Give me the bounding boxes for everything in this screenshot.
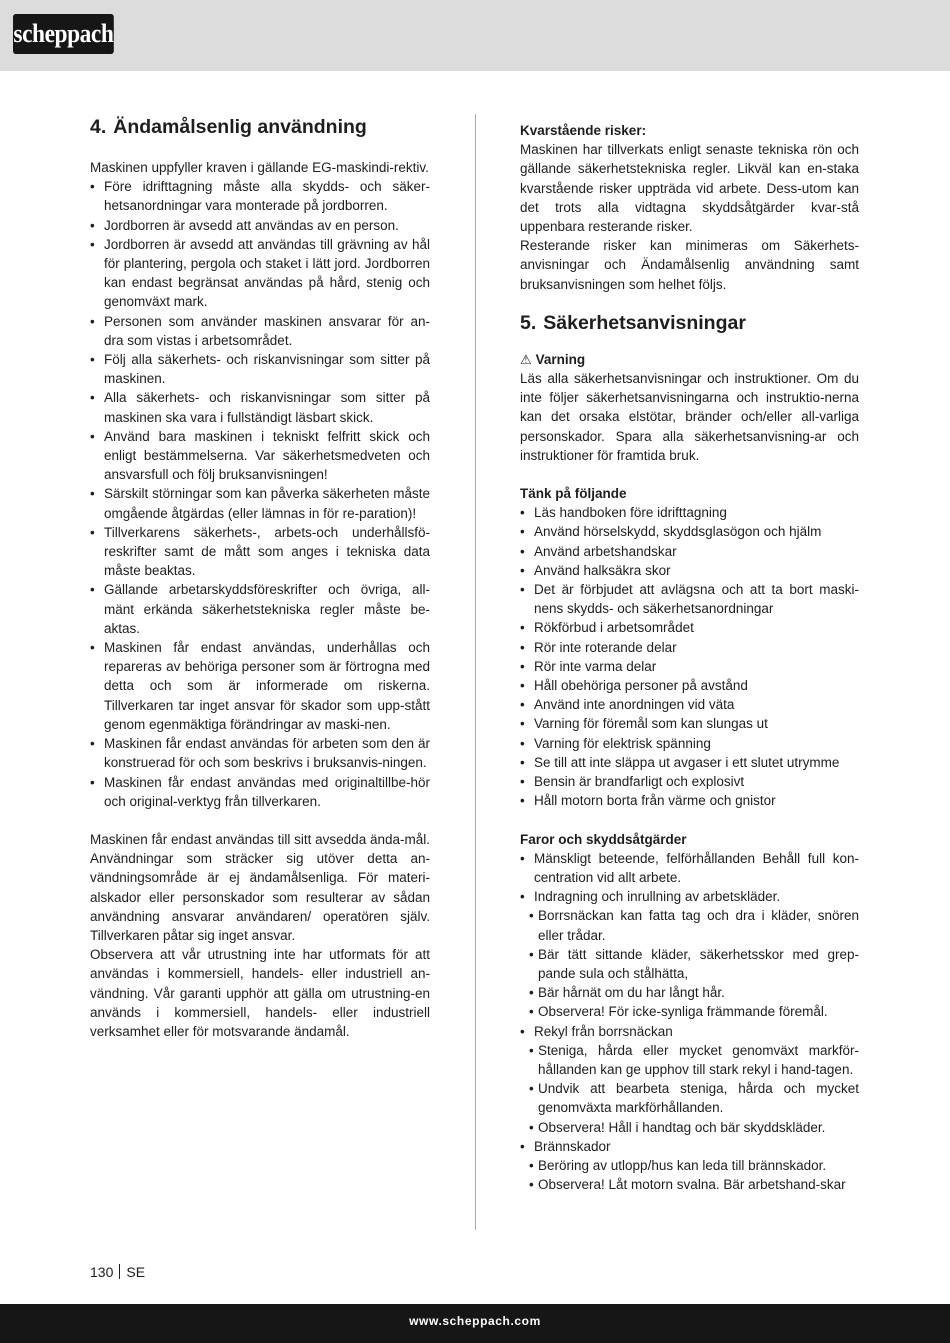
list-item: • Gällande arbetarskyddsföreskrifter och övriga, all-mänt erkända säkerhetstekniska regler måste be-aktas. <box>90 580 430 638</box>
think-title: Tänk på följande <box>520 486 627 502</box>
hazard-sublist <box>529 1041 859 1137</box>
residual-risks-text: Maskinen har tillverkats enligt senaste tekniska rön och gällande säkerhetstekniska regler. Likväl kan en-staka kvarstående risker uppträda vid arbete. Dess-utom kan det trots alla vidtagna skyddsåtgärder kvar-stå uppenbara resterande risker. <box>520 142 859 235</box>
usage-list <box>90 177 430 811</box>
list-item: • Maskinen får endast användas med originaltillbe-hör och original-verktyg från tillverkaren. <box>90 773 430 811</box>
list-item: • Jordborren är avsedd att användas av en person. <box>90 216 430 235</box>
hazards-title: Faror och skyddsåtgärder <box>520 831 687 847</box>
warning-triangle-icon: ⚠ <box>520 351 532 367</box>
sub-list-item: • Beröring av utlopp/hus kan leda till brännskador. <box>529 1156 859 1175</box>
list-item: • Alla säkerhets- och riskanvisningar som sitter på maskinen ska vara i fullständigt läsbart skick. <box>90 388 430 426</box>
list-item: • Särskilt störningar som kan påverka säkerheten måste omgående åtgärdas (eller lämnas in för re-paration)! <box>90 484 430 522</box>
residual-risks-title: Kvarstående risker: <box>520 123 647 138</box>
sub-list-item: • Observera! För icke-synliga främmande föremål. <box>529 1002 859 1021</box>
sub-list-item: • Bär hårnät om du har långt hår. <box>529 983 859 1002</box>
list-item: • Före idrifttagning måste alla skydds- och säker-hetsanordningar vara monterade på jordborren. <box>90 177 430 215</box>
list-item: • Håll motorn borta från värme och gnistor <box>520 791 859 810</box>
hazard-item <box>520 1137 859 1195</box>
right-column <box>520 121 859 1194</box>
list-item: • Rör inte roterande delar <box>520 638 859 657</box>
sub-list-item: • Observera! Håll i handtag och bär skyddskläder. <box>529 1118 859 1137</box>
hazards-list <box>520 849 859 1195</box>
page-number-value: 130 <box>90 1264 114 1280</box>
list-item: • Maskinen får endast användas för arbeten som den är konstruerad för och som beskrivs i bruksanvis-ningen. <box>90 734 430 772</box>
list-item: • Personen som använder maskinen ansvarar för an-dra som vistas i arbetsområdet. <box>90 312 430 350</box>
warning-title: Varning <box>535 351 586 367</box>
list-item: • Rökförbud i arbetsområdet <box>520 618 859 637</box>
think-list <box>520 503 859 810</box>
page-separator <box>119 1264 120 1279</box>
hazard-text: Indragning och inrullning av arbetskläder. <box>534 889 781 905</box>
hazard-text: Rekyl från borrsnäckan <box>534 1023 673 1039</box>
column-divider <box>475 114 476 1230</box>
hazard-sublist <box>529 1156 859 1194</box>
hazard-sublist <box>529 906 859 1021</box>
commercial-use-paragraph: Observera att vår utrustning inte har utformats för att användas i kommersiell, handels- eller industriell an-vändning. Vår garanti upphör att gälla om utrustning-en används i kommersiell, handels- eller industriell verksamhet eller för motsvarande ändamål. <box>90 947 430 1039</box>
list-item: • Använd arbetshandskar <box>520 542 859 561</box>
list-item: • Bensin är brandfarligt och explosivt <box>520 772 859 791</box>
language-code: SE <box>126 1264 146 1280</box>
warning-text: Läs alla säkerhetsanvisningar och instruktioner. Om du inte följer säkerhetsanvisningarna och instruktio-nerna kan det orsaka elstötar, bränder och/eller all-varliga personskador. Spara alla säkerhetsanvisning-ar och instruktioner för framtida bruk. <box>520 371 859 463</box>
list-item: • Läs handboken före idrifttagning <box>520 503 859 522</box>
list-item: • Det är förbjudet att avlägsna och att ta bort maski-nens skydds- och säkerhetsanordningar <box>520 580 859 618</box>
section-5-number: 5. <box>520 311 537 334</box>
intro-text: Maskinen uppfyller kraven i gällande EG-maskindi-rektiv. <box>90 160 429 175</box>
intended-purpose-paragraph: Maskinen får endast användas till sitt avsedda ända-mål. Användningar som sträcker sig utöver detta an-vändningsområde är ej ändamålsenliga. För materi-alskador eller personskador som resulterar av sådan användning ansvarar användaren/ operatören själv. Tillverkaren påtar sig inget ansvar. <box>90 831 430 943</box>
list-item: • Använd bara maskinen i tekniskt felfritt skick och enligt bestämmelserna. Var säkerhetsmedveten och ansvarsfull och följ bruksanvisningen! <box>90 427 430 485</box>
list-item: • Rör inte varma delar <box>520 657 859 676</box>
list-item: • Följ alla säkerhets- och riskanvisningar som sitter på maskinen. <box>90 350 430 388</box>
list-item: • Varning för föremål som kan slungas ut <box>520 714 859 733</box>
sub-list-item: • Steniga, hårda eller mycket genomväxt markför-hållanden kan ge upphov till stark rekyl i hand-tagen. <box>529 1041 859 1079</box>
section-4-heading <box>90 114 430 140</box>
list-item: • Använd hörselskydd, skyddsglasögon och hjälm <box>520 522 859 541</box>
section-5-title: Säkerhetsanvisningar <box>543 311 746 334</box>
footer-url: www.scheppach.com <box>409 1314 541 1328</box>
sub-list-item: • Bär tätt sittande kläder, säkerhetsskor med grep-pande sula och stålhätta, <box>529 945 859 983</box>
section-4-title: Ändamålsenlig användning <box>113 116 367 138</box>
list-item: • Använd inte anordningen vid väta <box>520 695 859 714</box>
header-band <box>0 0 950 71</box>
list-item: • Tillverkarens säkerhets-, arbets-och underhållsfö-reskrifter samt de mått som anges i tekniska data måste beaktas. <box>90 523 430 581</box>
hazard-text: Mänskligt beteende, felförhållanden Behåll full kon-centration vid allt arbete. <box>534 850 859 885</box>
sub-list-item: • Undvik att bearbeta steniga, hårda och mycket genomväxta markförhållanden. <box>529 1079 859 1117</box>
brand-logo: scheppach <box>13 14 114 54</box>
list-item: • Varning för elektrisk spänning <box>520 734 859 753</box>
list-item: • Använd halksäkra skor <box>520 561 859 580</box>
warning-title-row <box>520 350 859 369</box>
list-item: • Se till att inte släppa ut avgaser i ett slutet utrymme <box>520 753 859 772</box>
list-item: • Maskinen får endast användas, underhållas och repareras av behöriga personer som är förtrogna med detta och som är informerade om riskerna. Tillverkaren tar inget ansvar för skador som upp-stått genom egenmäktiga förändringar av maski-nen. <box>90 638 430 734</box>
residual-risks-minimize-text: Resterande risker kan minimeras om Säkerhets-anvisningar och Ändamålsenlig användning samt bruksanvisningen som helhet följs. <box>520 238 859 292</box>
section-5-heading <box>520 310 859 336</box>
page-number <box>90 1264 145 1280</box>
left-column <box>90 114 430 1041</box>
hazard-item <box>520 887 859 1021</box>
sub-list-item: • Borrsnäckan kan fatta tag och dra i kläder, snören eller trådar. <box>529 906 859 944</box>
sub-list-item: • Observera! Låt motorn svalna. Bär arbetshand-skar <box>529 1175 859 1194</box>
hazard-text: Brännskador <box>534 1138 611 1154</box>
hazard-item <box>520 1022 859 1137</box>
section-4-number: 4. <box>90 116 107 138</box>
list-item: • Jordborren är avsedd att användas till grävning av hål för plantering, pergola och staket i lätt jord. Jordborren kan endast begränsat användas på hård, stenig och genomväxt mark. <box>90 235 430 312</box>
list-item: • Håll obehöriga personer på avstånd <box>520 676 859 695</box>
hazard-item <box>520 849 859 887</box>
